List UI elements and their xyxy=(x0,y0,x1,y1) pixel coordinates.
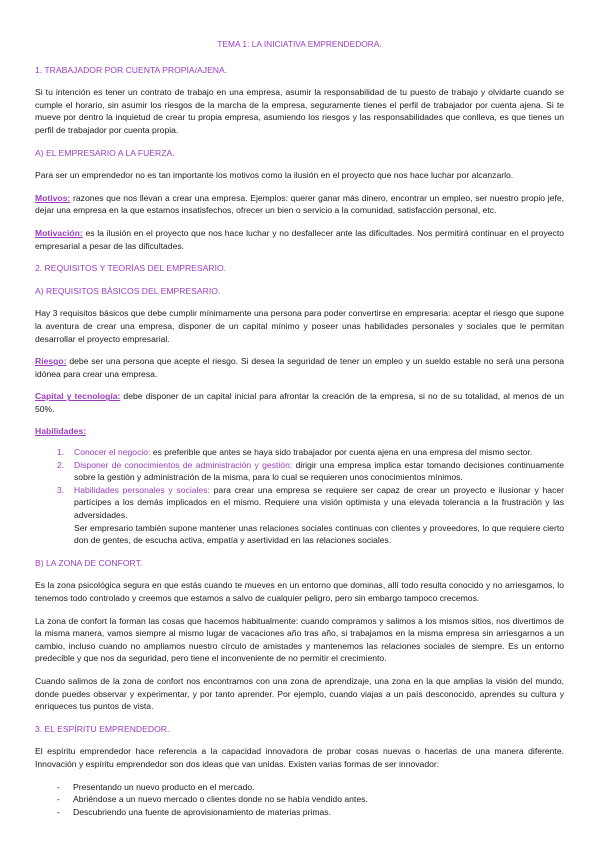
list-item-lead: Conocer el negocio: xyxy=(74,447,151,458)
habilidades-list xyxy=(57,446,564,547)
section-b-paragraph-3: Cuando salimos de la zona de confort nos encontramos con una zona de aprendizaje, una zona en la que amplias la visión del mundo, donde puedes observar y experimentar, y por tanto aprender. Por ejemplo, cuando viajas a un país desconocido, aprendes su cultura y enriqueces tus puntos de vista. xyxy=(35,675,564,712)
motivacion-text: es la ilusión en el proyecto que nos hace luchar y no desfallecer ante las dificultades. Nos permitirá continuar en el proyecto empresarial a pesar de las dificultades. xyxy=(35,227,564,251)
list-extra-text: Ser empresario también supone mantener unas relaciones sociales continuas con clientes y proveedores, lo que requiere cierto don de gentes, de escucha activa, empatía y asertividad en las relaciones sociales. xyxy=(74,522,564,546)
section-b-heading: B) LA ZONA DE CONFORT. xyxy=(35,557,143,568)
habilidades-keyword: Habilidades: xyxy=(35,426,87,437)
section-b-paragraph-2: La zona de confort la forman las cosas que hacemos habitualmente: cuando compramos y salimos a los mismos sitios, nos divertimos de la misma manera, vamos siempre al mismo lugar de vacaciones año tras año, si trabajamos en la misma empresa sin arriesgarnos a un cambio, incluso cuando no ampliamos nuestro círculo de amistades y mantenemos las relaciones sociales de siempre. Es un entorno predecible y que nos da seguridad, pero tiene el inconveniente de no permitir el crecimiento. xyxy=(35,615,564,664)
dash-bullet-icon: - xyxy=(57,806,60,817)
list-item-text: Presentando un nuevo producto en el mercado. xyxy=(73,781,255,792)
list-item-lead: Disponer de conocimientos de administración y gestión: xyxy=(74,459,293,470)
innovation-list xyxy=(57,781,564,819)
list-number: 3. xyxy=(57,484,65,495)
list-item xyxy=(57,793,564,806)
list-item xyxy=(57,781,564,794)
dash-bullet-icon: - xyxy=(57,794,60,805)
list-item xyxy=(57,459,564,484)
section-3-heading: 3. EL ESPÍRITU EMPRENDEDOR. xyxy=(35,723,170,734)
capital-paragraph xyxy=(35,390,564,415)
motivos-keyword: Motivos: xyxy=(35,192,71,203)
list-item xyxy=(57,484,564,547)
dash-bullet-icon: - xyxy=(57,781,60,792)
habilidades-heading xyxy=(35,425,564,438)
list-item xyxy=(57,806,564,819)
list-item-text: Descubriendo una fuente de aprovisionamiento de materias primas. xyxy=(73,806,331,817)
list-number: 1. xyxy=(57,447,65,458)
list-number: 2. xyxy=(57,459,65,470)
motivacion-paragraph xyxy=(35,227,564,252)
section-a-paragraph: Para ser un emprendedor no es tan importante los motivos como la ilusión en el proyecto que nos hace luchar por alcanzarlo. xyxy=(35,170,514,181)
section-a-heading: A) EL EMPRESARIO A LA FUERZA. xyxy=(35,147,175,158)
motivacion-keyword: Motivación: xyxy=(35,227,83,238)
list-item-lead: Habilidades personales y sociales: xyxy=(74,484,210,495)
motivos-text: razones que nos llevan a crear una empresa. Ejemplos: querer ganar más dinero, encontrar un empleo, ser nuestro propio jefe, dejar una empresa en la que estamos insatisfechos, ofrecer un bien o servicio a la comunidad, satisfacción personal, etc. xyxy=(35,192,564,216)
list-item xyxy=(57,446,564,459)
list-item-text: Abriéndose a un nuevo mercado o clientes donde no se había vendido antes. xyxy=(73,794,368,805)
motivos-paragraph xyxy=(35,192,564,217)
section-b-paragraph-1: Es la zona psicológica segura en que estás cuando te mueves en un entorno que dominas, allí todo resulta conocido y no arriesgamos, lo tenemos todo controlado y creemos que estamos a salvo de cualquier peligro, pero sin embargo tampoco crecemos. xyxy=(35,580,564,603)
list-item-text: para crear una empresa se requiere ser capaz de crear un proyecto e ilusionar y hacer partícipes a los demás implicados en el mismo. Requiere una visión optimista y una elevada tolerancia a la frustración y las adversidades. xyxy=(74,484,565,521)
section-2-paragraph: Hay 3 requisitos básicos que debe cumplir mínimamente una persona para poder convertirse en empresaria: aceptar el riesgo que supone la aventura de crear una empresa, disponer de un capital mínimo y poseer unas habilidades personales y sociales que le permitan desarrollar el proyecto empresarial. xyxy=(35,308,564,344)
riesgo-paragraph xyxy=(35,355,564,380)
section-2-heading: 2. REQUISITOS Y TEORÍAS DEL EMPRESARIO. xyxy=(35,263,227,274)
riesgo-text: debe ser una persona que acepte el riesgo. Si desea la seguridad de tener un empleo y un sueldo estable no será una persona idónea para crear una empresa. xyxy=(35,356,564,379)
capital-keyword: Capital y tecnología: xyxy=(35,391,121,402)
section-1-paragraph: Si tu intención es tener un contrato de trabajo en una empresa, asumir la responsabilidad de tu puesto de trabajo y olvidarte cuando se cumple el horario, sin asumir los riesgos de la marcha de la empresa, seguramente tienes el perfil de trabajador por cuenta ajena. Si te mueve por dentro la inquietud de crear tu propia empresa, asumiendo los riesgos y las responsabilidades que conlleva, es que tienes un perfil de trabajador por cuenta propia. xyxy=(35,87,564,135)
list-item-text: es preferible que antes se haya sido trabajador por cuenta ajena en una empresa del mismo sector. xyxy=(150,447,533,458)
document-title: TEMA 1: LA INICIATIVA EMPRENDEDORA. xyxy=(217,39,382,49)
riesgo-keyword: Riesgo: xyxy=(35,356,67,367)
section-3-paragraph: El espíritu emprendedor hace referencia a la capacidad innovadora de probar cosas nuevas o hacerlas de una manera diferente. Innovación y espíritu emprendedor son dos ideas que van unidas. Existen varias formas de ser innovador: xyxy=(35,746,564,769)
section-2a-heading: A) REQUISITOS BÁSICOS DEL EMPRESARIO. xyxy=(35,285,221,296)
capital-text: debe disponer de un capital inicial para afrontar la creación de la empresa, si no de su totalidad, al menos de un 50%. xyxy=(35,391,564,414)
section-1-heading: 1. TRABAJADOR POR CUENTA PROPIA/AJENA. xyxy=(35,64,228,75)
list-item-text: dirigir una empresa implica estar tomando decisiones continuamente sobre la gestión y administración de la misma, para lo cual se requieren unos conocimientos mínimos. xyxy=(74,459,564,483)
